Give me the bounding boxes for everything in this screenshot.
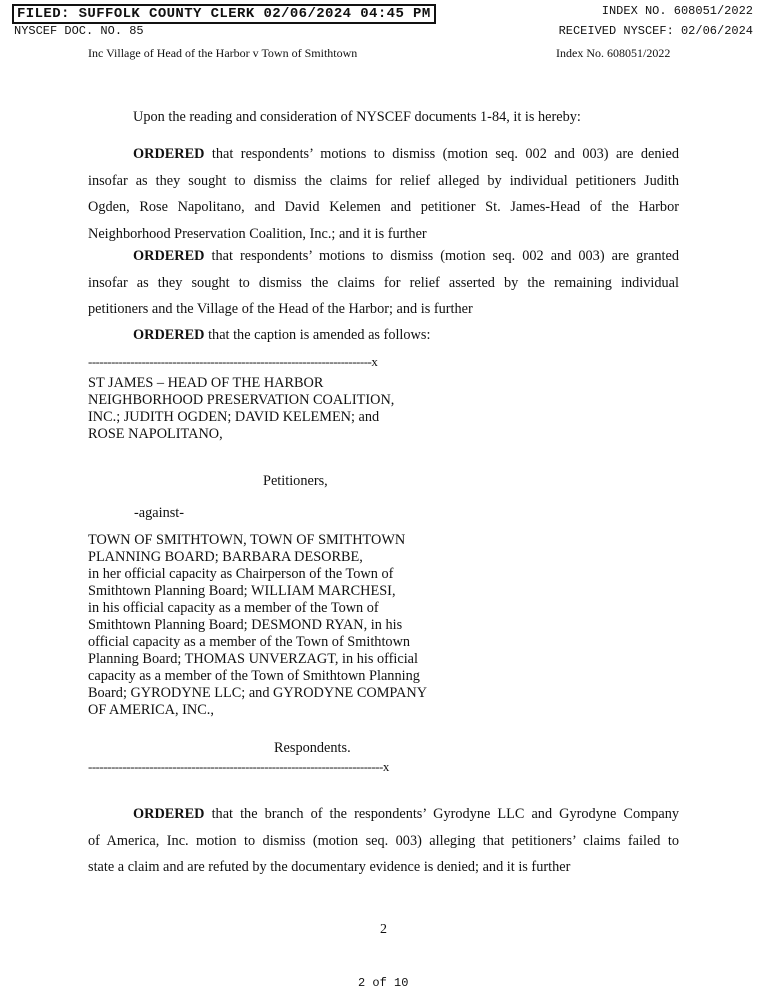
caption-line: Planning Board; THOMAS UNVERZAGT, in his official — [88, 651, 419, 667]
caption-line: NEIGHBORHOOD PRESERVATION COALITION, — [88, 392, 395, 408]
paragraph-text: that respondents’ motions to dismiss (motion seq. 002 and 003) are granted — [204, 248, 679, 264]
caption-line: in his official capacity as a member of the Town of — [88, 600, 379, 616]
intro-paragraph — [88, 104, 679, 131]
paragraph-line: Neighborhood Preservation Coalition, Inc.; and it is further — [88, 225, 427, 242]
caption-line: official capacity as a member of the Town of Smithtown — [88, 634, 411, 650]
page-of-total: 2 of 10 — [358, 976, 409, 990]
filed-stamp: FILED: SUFFOLK COUNTY CLERK 02/06/2024 04:45 PM — [12, 4, 436, 24]
nyscef-doc-number: NYSCEF DOC. NO. 85 — [14, 24, 144, 38]
caption-line: Board; GYRODYNE LLC; and GYRODYNE COMPANY — [88, 685, 428, 701]
caption-petitioners — [88, 375, 394, 443]
ordered-label: ORDERED — [133, 248, 205, 264]
index-number-secondary: Index No. 608051/2022 — [556, 46, 671, 60]
index-number: INDEX NO. 608051/2022 — [601, 4, 753, 18]
caption-line: capacity as a member of the Town of Smithtown Planning — [88, 668, 420, 684]
ordered-label: ORDERED — [133, 327, 205, 343]
received-date: RECEIVED NYSCEF: 02/06/2024 — [558, 24, 753, 38]
ordered-paragraph-2 — [88, 243, 679, 323]
paragraph-line: petitioners and the Village of the Head of the Harbor; and is further — [88, 301, 473, 317]
caption-line: Smithtown Planning Board; WILLIAM MARCHESI, — [88, 583, 396, 599]
caption-line: TOWN OF SMITHTOWN, TOWN OF SMITHTOWN — [88, 532, 406, 548]
paragraph-line — [88, 141, 679, 168]
caption-line: in her official capacity as Chairperson of the Town of — [88, 566, 394, 582]
caption-line: INC.; JUDITH OGDEN; DAVID KELEMEN; and — [88, 409, 380, 425]
case-title: Inc Village of Head of the Harbor v Town of Smithtown — [88, 46, 358, 60]
against-label: -against- — [134, 505, 185, 521]
paragraph-text: that the branch of the respondents’ Gyrodyne LLC and Gyrodyne Company — [204, 806, 679, 822]
caption-line: OF AMERICA, INC., — [88, 702, 214, 718]
respondents-label: Respondents. — [274, 740, 351, 756]
caption-divider-bottom: -----------------------------------------------------------------------------x — [88, 759, 389, 774]
paragraph-line: Ogden, Rose Napolitano, and David Kelemen and petitioner St. James-Head of the Harbor — [88, 199, 679, 215]
petitioners-label: Petitioners, — [263, 473, 328, 489]
caption-respondents — [88, 532, 427, 719]
paragraph-line — [88, 322, 679, 349]
caption-divider-top: --------------------------------------------------------------------------x — [88, 354, 378, 369]
paragraph-line: state a claim and are refuted by the documentary evidence is denied; and it is further — [88, 859, 571, 875]
ordered-label: ORDERED — [133, 806, 205, 822]
page-number: 2 — [380, 922, 387, 937]
ordered-label: ORDERED — [133, 146, 205, 162]
paragraph-line: of America, Inc. motion to dismiss (motion seq. 003) alleging that petitioners’ claims failed to — [88, 832, 679, 849]
caption-line: Smithtown Planning Board; DESMOND RYAN, in his — [88, 617, 403, 633]
caption-line: ST JAMES – HEAD OF THE HARBOR — [88, 375, 324, 391]
paragraph-text: that respondents’ motions to dismiss (motion seq. 002 and 003) are denied — [204, 146, 679, 162]
paragraph-text: that the caption is amended as follows: — [204, 327, 431, 343]
ordered-paragraph-1 — [88, 141, 679, 247]
intro-text: Upon the reading and consideration of NYSCEF documents 1-84, it is hereby: — [133, 109, 581, 125]
paragraph-line: insofar as they sought to dismiss the claims for relief alleged by individual petitioners Judith — [88, 172, 679, 189]
paragraph-line — [88, 801, 679, 828]
paragraph-line — [88, 243, 679, 270]
caption-line: PLANNING BOARD; BARBARA DESORBE, — [88, 549, 363, 565]
ordered-paragraph-4 — [88, 801, 679, 881]
caption-line: ROSE NAPOLITANO, — [88, 426, 223, 442]
paragraph-line: insofar as they sought to dismiss the claims for relief asserted by the remaining individual — [88, 274, 679, 291]
ordered-paragraph-3 — [88, 322, 679, 349]
